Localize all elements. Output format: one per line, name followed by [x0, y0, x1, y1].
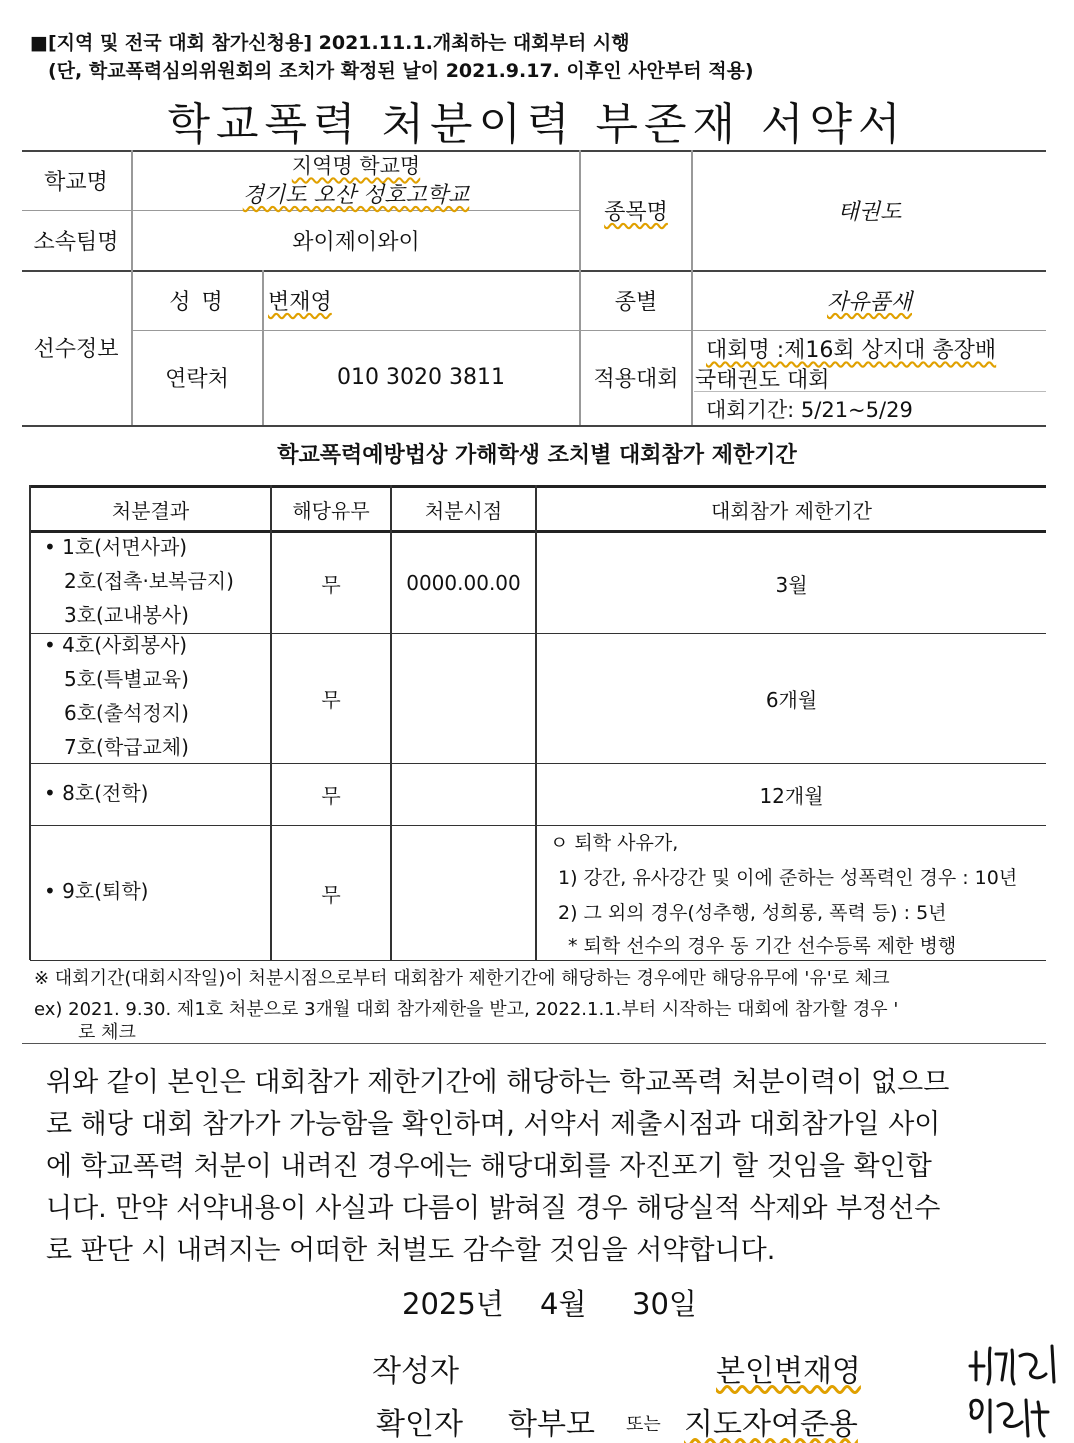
school-hint: 지역명 학교명	[291, 154, 421, 178]
row2-period: 6개월	[765, 688, 818, 712]
header-line-2: (단, 학교폭력심의위원회의 조치가 확정된 날이 2021.9.17. 이후인 사안부터 적용)	[48, 60, 754, 82]
date-month: 4월	[540, 1287, 587, 1321]
category-value: 자유품새	[826, 289, 912, 315]
team-value: 와이제이와이	[292, 229, 420, 255]
row1-applicable: 무	[321, 572, 341, 597]
contact-value: 010 3020 3811	[337, 365, 505, 390]
name-value: 변재영	[268, 289, 332, 315]
row1-period: 3월	[775, 572, 808, 597]
competition-name-line2: 국태권도 대회	[695, 368, 830, 393]
player-info-label: 선수정보	[33, 337, 119, 362]
header-line-1: ■[지역 및 전국 대회 참가신청용] 2021.11.1.개최하는 대회부터 시행	[30, 32, 630, 54]
row2-result: • 4호(사회봉사) 5호(특별교육) 6호(출석정지) 7호(학급교체)	[44, 633, 189, 759]
school-value: 경기도 오산 성호고학교	[242, 182, 470, 208]
header-applicable: 해당유무	[292, 498, 370, 523]
row2-date	[392, 634, 535, 763]
event-value: 태권도	[837, 199, 902, 225]
school-label: 학교명	[44, 169, 108, 195]
note-2: ex) 2021. 9.30. 제1호 처분으로 3개월 대회 참가제한을 받고, 2022.1.1.부터 시작하는 대회에 참가할 경우 '	[34, 999, 899, 1020]
row4-result: • 9호(퇴학)	[44, 879, 149, 903]
row1-date: 0000.00.00	[406, 571, 521, 595]
row2-applicable: 무	[321, 688, 341, 712]
competition-name-line1: 대회명 :제16회 상지대 총장배	[706, 338, 997, 363]
row3-period: 12개월	[759, 784, 824, 808]
row4-date	[392, 826, 535, 960]
confirmer-label: 확인자	[376, 1407, 463, 1442]
category-label: 종별	[614, 289, 658, 315]
writer-value: 본인변재영	[716, 1354, 861, 1389]
name-label: 성 명	[169, 289, 225, 315]
row4-applicable: 무	[321, 882, 341, 907]
competition-label: 적용대회	[593, 367, 679, 392]
contact-label: 연락처	[165, 367, 229, 392]
competition-period: 대회기간: 5/21~5/29	[706, 398, 913, 422]
row3-applicable: 무	[321, 784, 341, 808]
restriction-title: 학교폭력예방법상 가해학생 조치별 대회참가 제한기간	[277, 443, 797, 468]
confirmer-value: 지도자여준용	[684, 1407, 858, 1442]
event-label: 종목명	[604, 199, 668, 225]
row3-date	[392, 764, 535, 825]
header-period: 대회참가 제한기간	[711, 498, 872, 523]
pledge-text: 위와 같이 본인은 대회참가 제한기간에 해당하는 학교폭력 처분이력이 없으므 로 해당 대회 참가가 가능함을 확인하며, 서약서 제출시점과 대회참가일 사이 에 학교폭력 처분이 내려진 경우에는 해당대회를 자진포기 할 것임을 확인합 니다. 만약 서약내용이 사실과 다름이 밝혀질 경우 해당실적 삭제와 부정선수 로 판단 시 내려지는 어떠한 처벌도 감수할 것임을 서약합니다.	[46, 1067, 950, 1266]
writer-label: 작성자	[372, 1354, 459, 1389]
note-3: 로 체크	[78, 1022, 136, 1043]
document-title: 학교폭력 처분이력 부존재 서약서	[167, 99, 907, 150]
row3-result: • 8호(전학)	[44, 781, 149, 805]
row1-result: • 1호(서면사과) 2호(접촉·보복금지) 3호(교내봉사)	[44, 535, 234, 627]
date-day: 30일	[632, 1287, 697, 1321]
row4-period: ㅇ 퇴학 사유가, 1) 강간, 유사강간 및 이에 준하는 성폭력인 경우 : 10년 2) 그 외의 경우(성추행, 성희롱, 폭력 등) : 5년 * 퇴학 선수의 경우 동 기간 선수등록 제한 병행	[550, 832, 1018, 957]
guardian-label: 학부모	[508, 1407, 595, 1442]
header-date: 처분시점	[424, 498, 503, 523]
team-label: 소속팀명	[33, 229, 119, 255]
or-label: 또는	[626, 1414, 661, 1435]
header-result: 처분결과	[111, 498, 190, 523]
date-year: 2025년	[402, 1287, 504, 1321]
note-1: ※ 대회기간(대회시작일)이 처분시점으로부터 대회참가 제한기간에 해당하는 경우에만 해당유무에 '유'로 체크	[34, 968, 890, 989]
handwritten-signature	[962, 1340, 1072, 1440]
